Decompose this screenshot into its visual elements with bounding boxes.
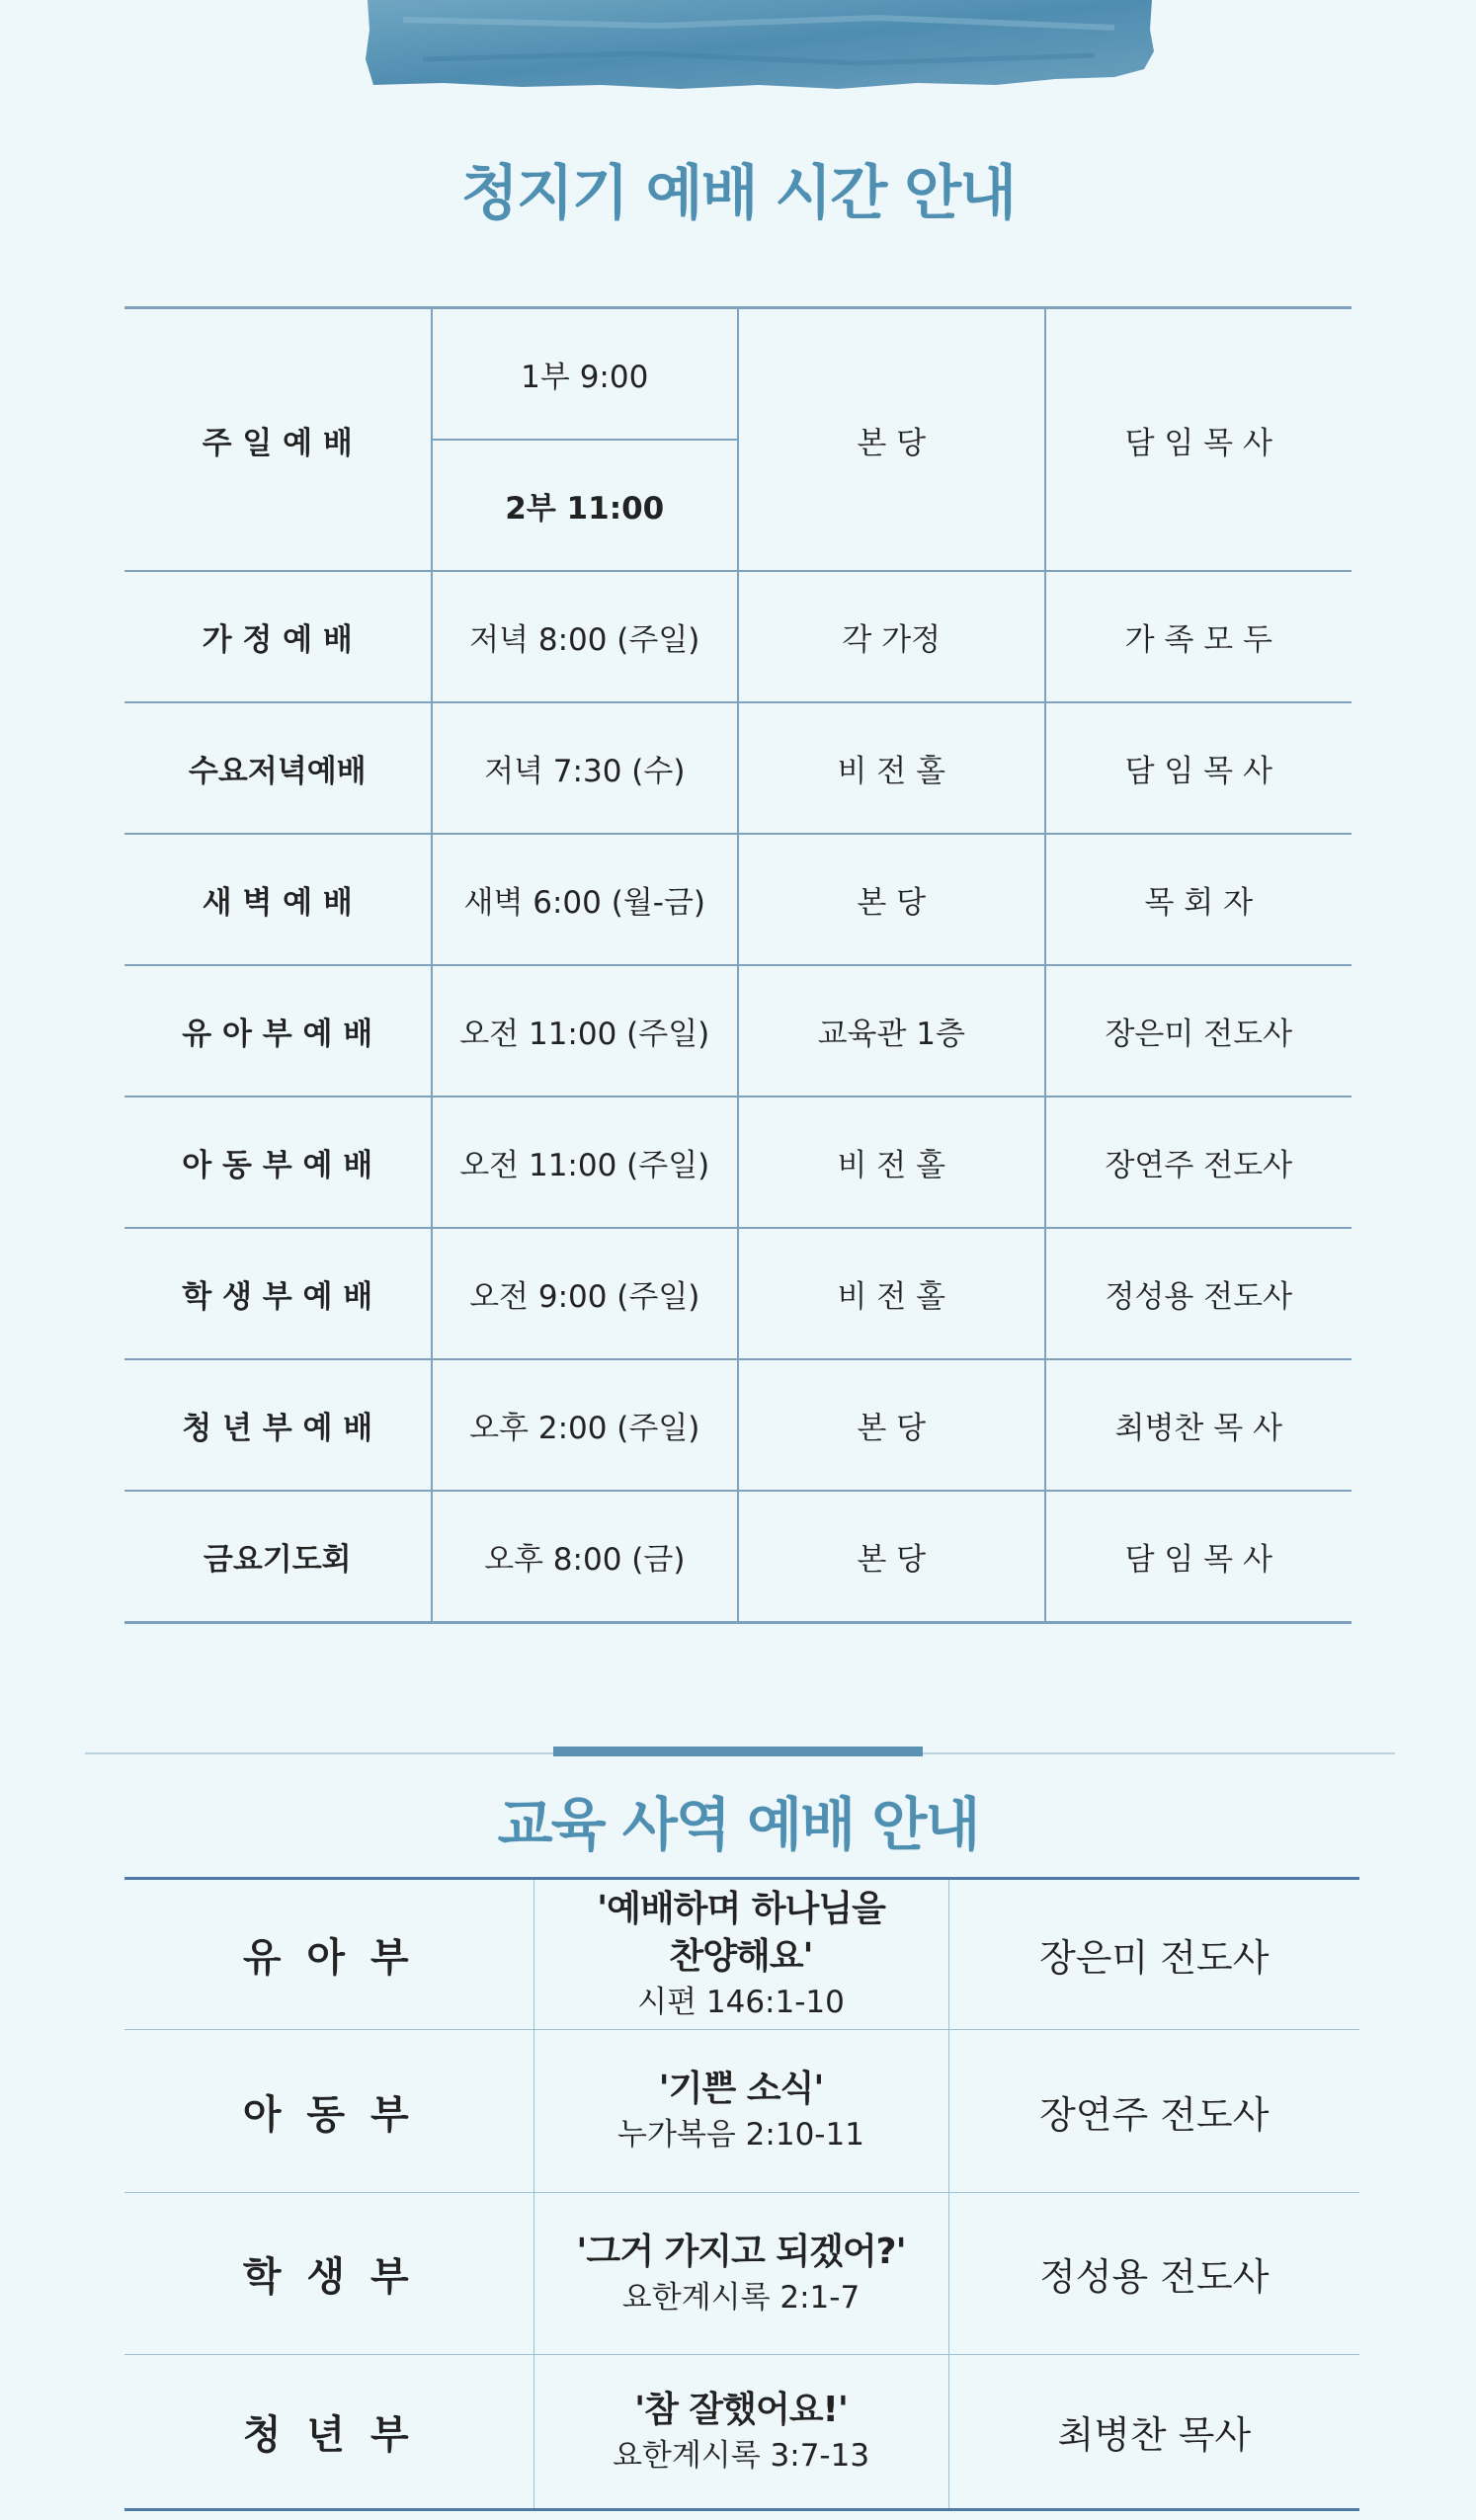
sermon-cell [533,2355,948,2510]
department-name: 아 동 부 [124,2030,533,2193]
service-leader: 담 임 목 사 [1045,702,1353,834]
service-name: 아 동 부 예 배 [124,1097,432,1228]
service-time: 저녁 7:30 (수) [432,702,739,834]
watercolor-banner [364,0,1156,93]
worship-schedule-table [124,306,1352,1624]
education-ministry-title: 교육 사역 예배 안내 [497,1791,979,1858]
department-name: 학 생 부 [124,2193,533,2355]
service-place: 비 전 홀 [738,1228,1045,1359]
service-name: 수요저녁예배 [124,702,432,834]
table-row [124,2193,1359,2355]
service-name: 주 일 예 배 [124,308,432,572]
service-name: 청 년 부 예 배 [124,1359,432,1491]
service-time: 오전 11:00 (주일) [432,965,739,1097]
table-row [124,1097,1352,1228]
scripture-reference: 요한계시록 2:1-7 [621,2279,861,2316]
service-time: 2부 11:00 [432,440,739,571]
table-row [124,1879,1359,2030]
service-time: 오전 9:00 (주일) [432,1228,739,1359]
sermon-cell [533,2030,948,2193]
service-leader: 가 족 모 두 [1045,571,1353,702]
service-leader: 장은미 전도사 [1045,965,1353,1097]
table-row [124,1491,1352,1623]
department-name: 청 년 부 [124,2355,533,2510]
service-time: 오후 8:00 (금) [432,1491,739,1623]
pastor-name: 장은미 전도사 [948,1879,1359,2030]
service-time: 새벽 6:00 (월-금) [432,834,739,965]
service-leader: 목 회 자 [1045,834,1353,965]
service-place: 비 전 홀 [738,702,1045,834]
sermon-cell [533,2193,948,2355]
service-name: 금요기도회 [124,1491,432,1623]
service-name: 유 아 부 예 배 [124,965,432,1097]
scripture-reference: 누가복음 2:10-11 [617,2117,864,2153]
service-name: 새 벽 예 배 [124,834,432,965]
service-place: 본 당 [738,834,1045,965]
service-time: 1부 9:00 [432,308,739,441]
pastor-name: 정성용 전도사 [948,2193,1359,2355]
table-row [124,1228,1352,1359]
service-leader: 정성용 전도사 [1045,1228,1353,1359]
table-row [124,702,1352,834]
table-row [124,2030,1359,2193]
table-row [124,571,1352,702]
table-row [124,1359,1352,1491]
table-row [124,965,1352,1097]
education-ministry-table [124,1877,1359,2511]
department-name: 유 아 부 [124,1879,533,2030]
table-row [124,2355,1359,2510]
service-time: 오후 2:00 (주일) [432,1359,739,1491]
pastor-name: 최병찬 목사 [948,2355,1359,2510]
service-place: 각 가정 [738,571,1045,702]
sermon-theme: '참 잘했어요!' [634,2389,848,2430]
service-place: 본 당 [738,308,1045,572]
service-name: 학 생 부 예 배 [124,1228,432,1359]
sermon-theme: 찬양해요' [669,1935,813,1977]
sermon-cell [533,1879,948,2030]
service-leader: 담 임 목 사 [1045,1491,1353,1623]
scripture-reference: 요한계시록 3:7-13 [612,2437,870,2474]
service-time: 오전 11:00 (주일) [432,1097,739,1228]
sermon-theme: '그거 가지고 되겠어?' [576,2231,906,2272]
section-divider-accent [553,1747,923,1756]
service-time: 저녁 8:00 (주일) [432,571,739,702]
service-leader: 장연주 전도사 [1045,1097,1353,1228]
scripture-reference: 시편 146:1-10 [637,1984,845,2020]
table-row [124,308,1352,441]
table-row [124,834,1352,965]
service-place: 교육관 1층 [738,965,1045,1097]
sermon-theme: '예배하며 하나님을 [597,1888,885,1929]
sermon-theme: '기쁜 소식' [658,2069,824,2109]
service-place: 비 전 홀 [738,1097,1045,1228]
service-leader: 담 임 목 사 [1045,308,1353,572]
worship-schedule-title: 청지기 예배 시간 안내 [460,159,1016,228]
service-name: 가 정 예 배 [124,571,432,702]
pastor-name: 장연주 전도사 [948,2030,1359,2193]
service-place: 본 당 [738,1491,1045,1623]
service-place: 본 당 [738,1359,1045,1491]
service-leader: 최병찬 목 사 [1045,1359,1353,1491]
